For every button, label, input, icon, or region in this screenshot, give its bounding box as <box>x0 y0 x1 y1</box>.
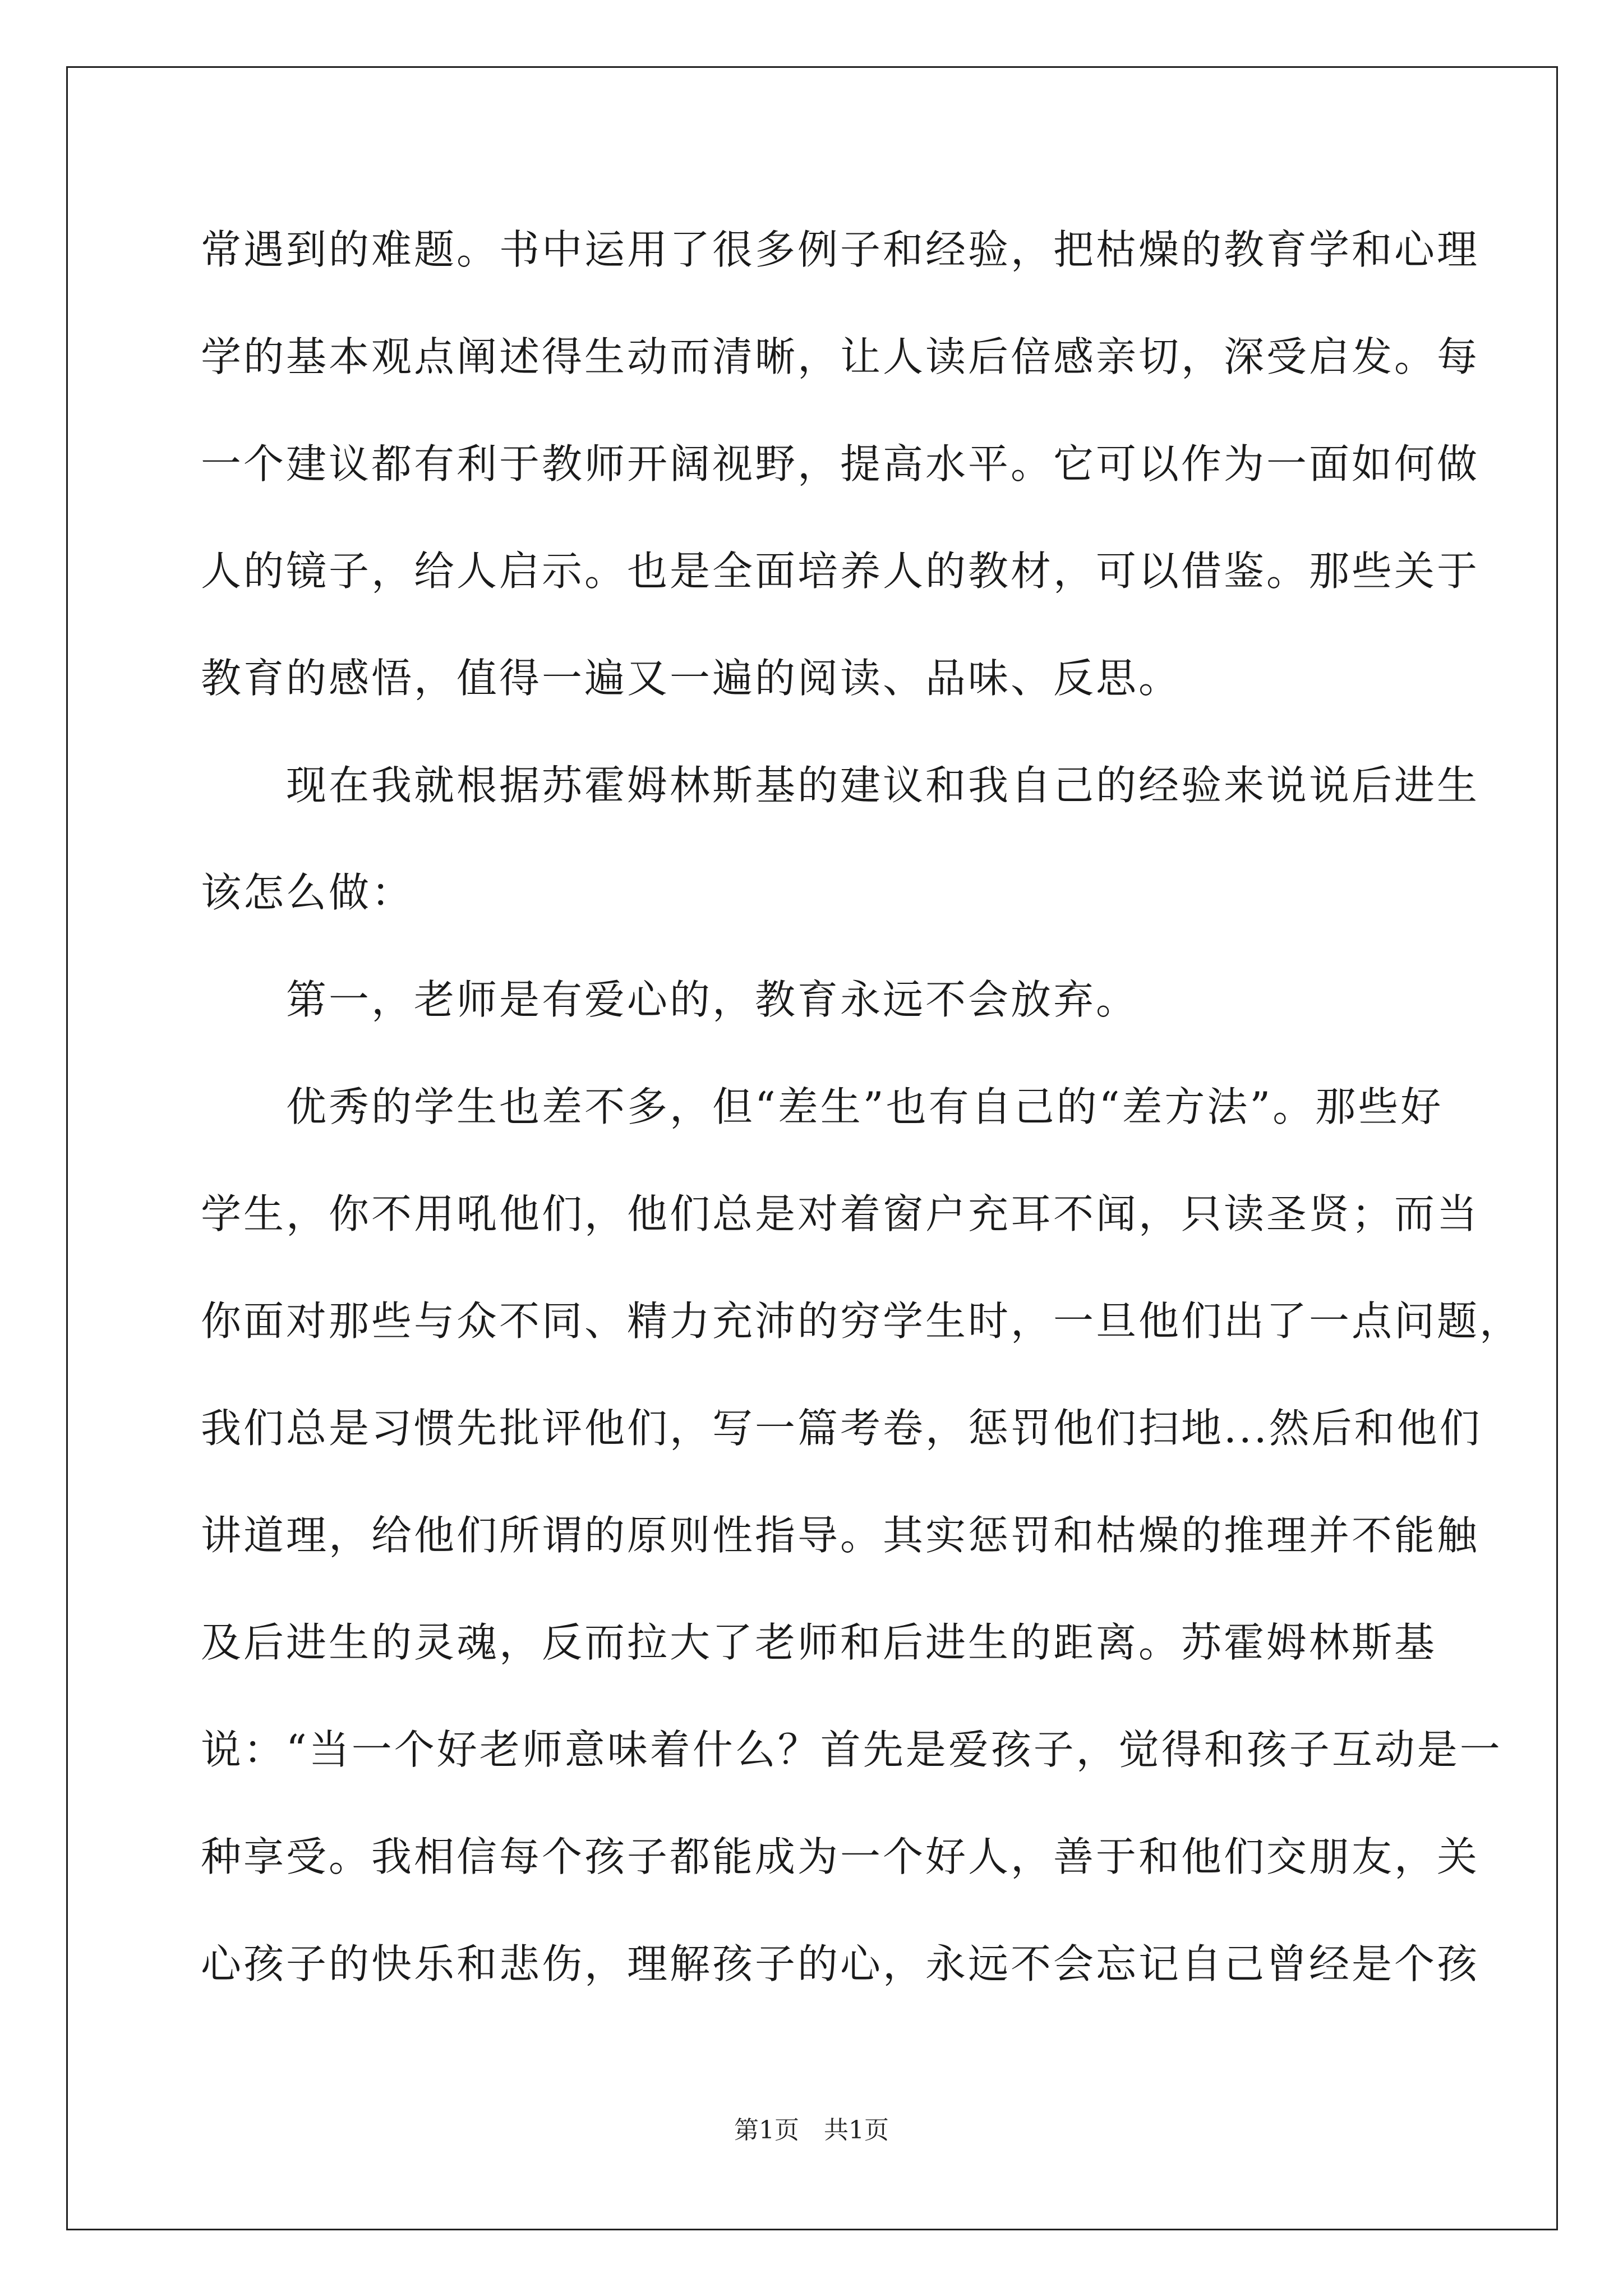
text-line: 一个建议都有利于教师开阔视野，提高水平。它可以作为一面如何做 <box>201 440 1480 487</box>
page-border <box>66 66 1558 2230</box>
text-line: 心孩子的快乐和悲伤，理解孩子的心，永远不会忘记自己曾经是个孩 <box>201 1940 1480 1987</box>
text-line: 你面对那些与众不同、精力充沛的穷学生时，一旦他们出了一点问题， <box>201 1297 1523 1345</box>
text-line: 种享受。我相信每个孩子都能成为一个好人，善于和他们交朋友，关 <box>201 1833 1480 1880</box>
text-line: 常遇到的难题。书中运用了很多例子和经验，把枯燥的教育学和心理 <box>201 226 1480 273</box>
page-footer: 第1页 共1页 <box>734 2116 889 2145</box>
text-line: 教育的感悟，值得一遍又一遍的阅读、品味、反思。 <box>201 655 1182 702</box>
text-line: 及后进生的灵魂，反而拉大了老师和后进生的距离。苏霍姆林斯基 <box>201 1619 1437 1666</box>
text-line: 现在我就根据苏霍姆林斯基的建议和我自己的经验来说说后进生 <box>201 762 1480 809</box>
text-line: 优秀的学生也差不多，但“差生”也有自己的“差方法”。那些好 <box>201 1083 1444 1130</box>
text-line: 人的镜子，给人启示。也是全面培养人的教材，可以借鉴。那些关于 <box>201 547 1480 595</box>
text-line: 第一，老师是有爱心的，教育永远不会放弃。 <box>201 976 1139 1023</box>
text-line: 我们总是习惯先批评他们，写一篇考卷，惩罚他们扫地...然后和他们 <box>201 1405 1482 1452</box>
text-line: 说：“当一个好老师意味着什么？首先是爱孩子，觉得和孩子互动是一 <box>201 1726 1502 1773</box>
text-line: 该怎么做： <box>201 869 414 916</box>
text-line: 学的基本观点阐述得生动而清晰，让人读后倍感亲切，深受启发。每 <box>201 333 1480 380</box>
text-line: 学生，你不用吼他们，他们总是对着窗户充耳不闻，只读圣贤；而当 <box>201 1190 1480 1237</box>
text-line: 讲道理，给他们所谓的原则性指导。其实惩罚和枯燥的推理并不能触 <box>201 1512 1480 1559</box>
